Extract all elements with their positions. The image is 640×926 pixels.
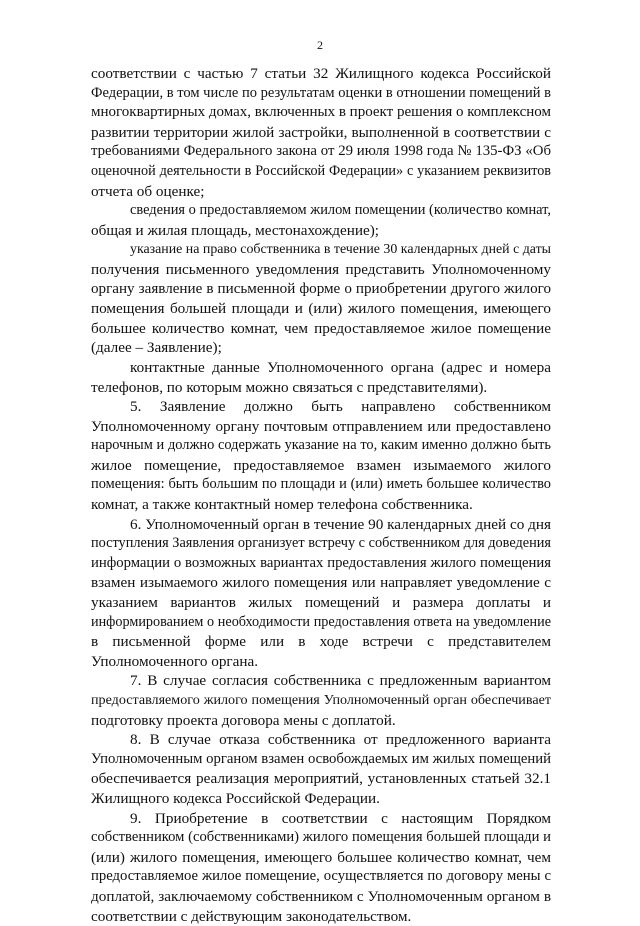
text-line: указание на право собственника в течение 30 календарных дней с даты: [130, 242, 551, 258]
text-line: отчета об оценке;: [91, 182, 205, 200]
text-line: предоставляемого жилого помещения Уполномоченный орган обеспечивает: [91, 692, 551, 708]
page-number: 2: [317, 38, 323, 52]
text-line: соответствии с действующим законодательством.: [91, 907, 412, 925]
text-line: 5. Заявление должно быть направлено собственником: [130, 398, 551, 416]
text-line: в письменной форме или в ходе встречи с представителем: [91, 633, 551, 651]
document-body: [91, 64, 551, 926]
text-line: 6. Уполномоченный орган в течение 90 календарных дней со дня: [130, 515, 551, 533]
text-line: указанием вариантов жилых помещений и размера доплаты и: [91, 594, 551, 612]
text-line: (далее – Заявление);: [91, 339, 222, 357]
text-line: (или) жилого помещения, имеющего большее количество комнат, чем: [91, 848, 551, 866]
text-line: доплатой, заключаемому собственником с Уполномоченным органом в: [91, 887, 551, 905]
text-line: органу заявление в письменной форме о приобретении другого жилого: [91, 280, 551, 297]
text-line: информации о возможных вариантах предоставления жилого помещения: [91, 554, 551, 571]
text-line: Жилищного кодекса Российской Федерации.: [91, 789, 380, 807]
text-line: собственником (собственниками) жилого помещения большей площади и: [91, 829, 551, 846]
text-line: общая и жилая площадь, местонахождение);: [91, 221, 380, 239]
text-line: 7. В случае согласия собственника с предложенным вариантом: [130, 672, 551, 690]
text-line: нарочным и должно содержать указание на то, каким именно должно быть: [91, 437, 551, 454]
text-line: требованиями Федерального закона от 29 июля 1998 года № 135-ФЗ «Об: [91, 143, 551, 160]
text-line: помещения большей площади и (или) жилого помещения, имеющего: [91, 300, 551, 318]
text-line: помещения: быть большим по площади и (или) иметь большее количество: [91, 476, 551, 493]
text-line: 8. В случае отказа собственника от предложенного варианта: [130, 731, 551, 749]
text-line: многоквартирных домах, включенных в проект решения о комплексном: [91, 104, 551, 121]
text-line: Уполномоченного органа.: [91, 652, 259, 670]
text-line: Уполномоченному органу почтовым отправлением или предоставлено: [91, 417, 551, 435]
text-line: оценочной деятельности в Российской Федерации» с указанием реквизитов: [91, 162, 551, 179]
text-line: предоставляемое жилое помещение, осуществляется по договору мены с: [91, 868, 551, 885]
text-line: обеспечивается реализация мероприятий, установленных статьей 32.1: [91, 770, 551, 788]
text-line: развитии территории жилой застройки, выполненной в соответствии с: [91, 123, 551, 141]
text-line: комнат, а также контактный номер телефона собственника.: [91, 496, 473, 514]
text-line: соответствии с частью 7 статьи 32 Жилищного кодекса Российской: [91, 65, 551, 82]
text-line: информированием о необходимости предоставления ответа на уведомление: [91, 613, 551, 630]
text-line: Федерации, в том числе по результатам оценки в отношении помещений в: [91, 84, 551, 101]
text-line: получения письменного уведомления представить Уполномоченному: [91, 260, 551, 278]
text-line: Уполномоченным органом взамен освобождаемых им жилых помещений: [91, 750, 551, 767]
text-line: поступления Заявления организует встречу с собственником для доведения: [91, 535, 551, 552]
text-line: подготовку проекта договора мены с доплатой.: [91, 711, 396, 729]
text-line: большее количество комнат, чем предоставляемое жилое помещение: [91, 319, 551, 337]
text-line: взамен изымаемого жилого помещения или направляет уведомление с: [91, 574, 551, 592]
text-line: жилое помещение, предоставляемое взамен изымаемого жилого: [91, 456, 551, 474]
text-line: 9. Приобретение в соответствии с настоящим Порядком: [130, 809, 551, 827]
text-line: телефонов, по которым можно связаться с представителями).: [91, 378, 488, 396]
text-line: контактные данные Уполномоченного органа (адрес и номера: [130, 358, 551, 376]
text-line: сведения о предоставляемом жилом помещении (количество комнат,: [130, 202, 551, 219]
